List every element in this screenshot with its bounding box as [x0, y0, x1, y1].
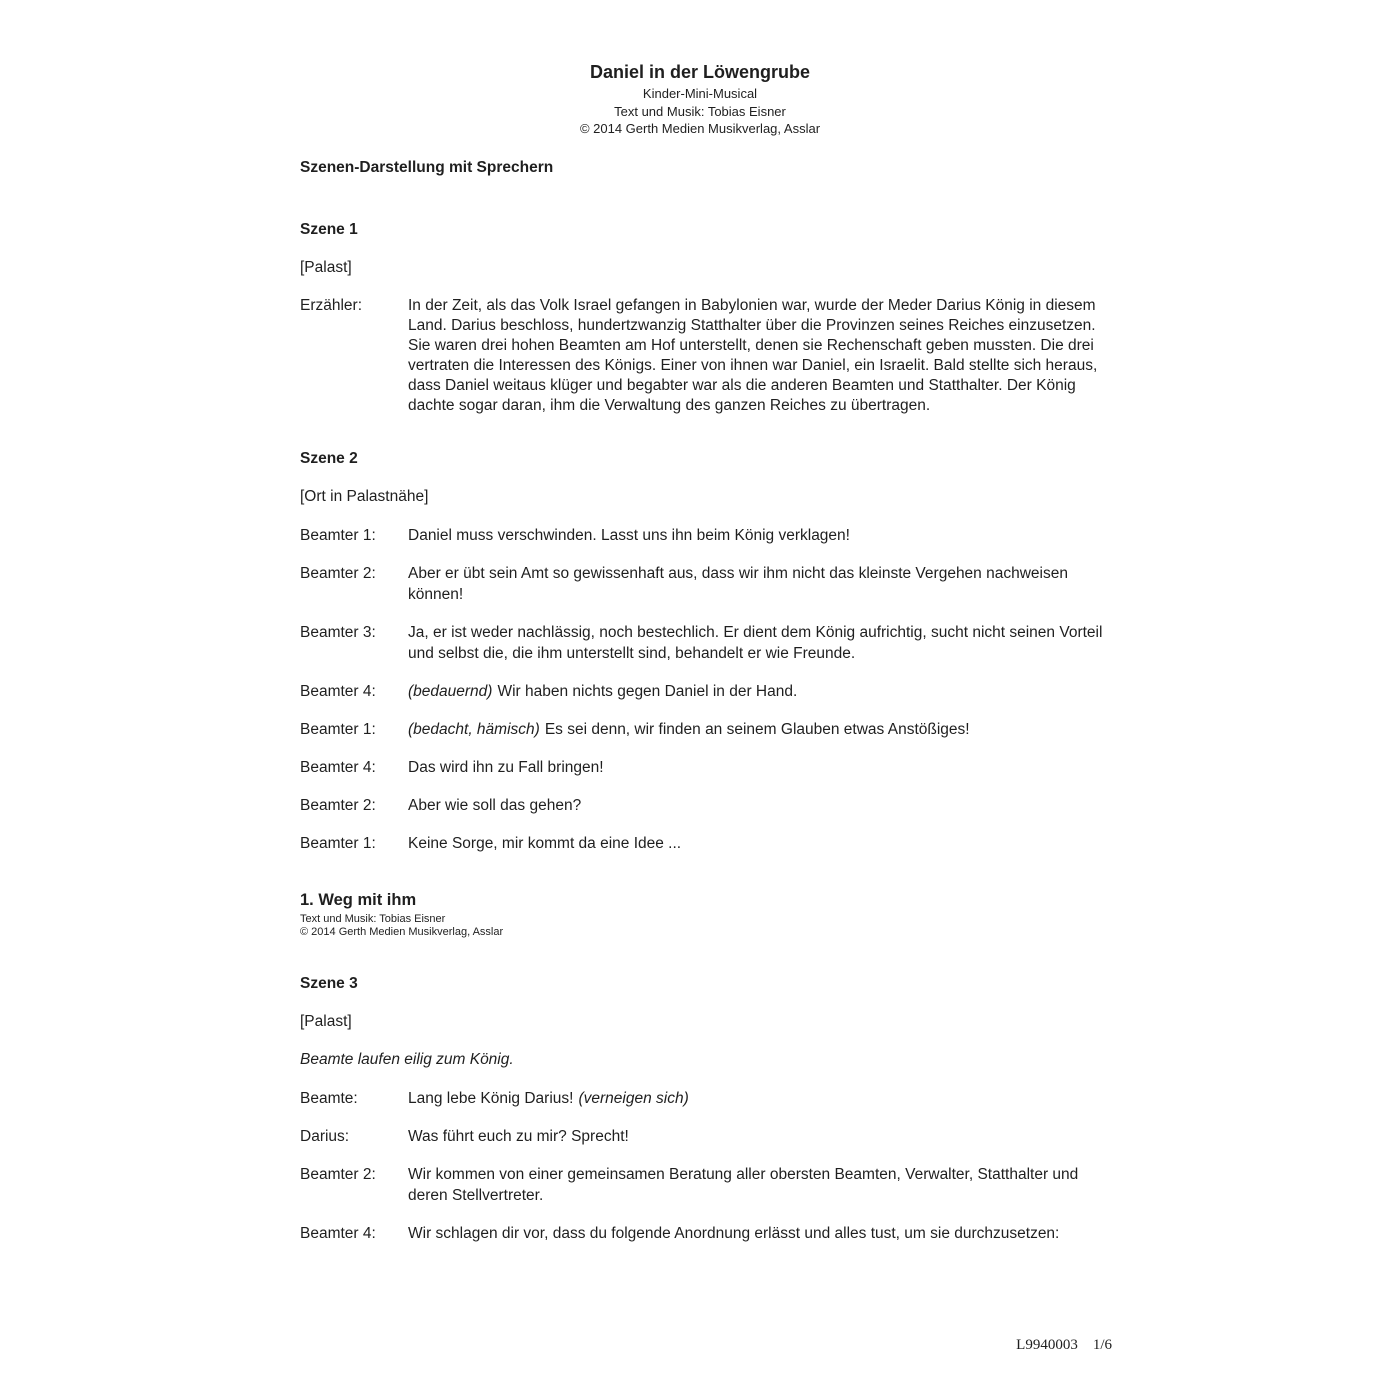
speaker-label: Beamter 3:: [300, 624, 376, 641]
dialogue-text-main: Es sei denn, wir finden an seinem Glauben etwas Anstößiges!: [544, 721, 970, 738]
dialogue-row: [300, 757, 1110, 778]
musical-credit: Text und Musik: Tobias Eisner: [614, 103, 786, 119]
narrator-text: In der Zeit, als das Volk Israel gefangen in Babylonien war, wurde der Meder Darius König in diesem Land. Darius beschloss, hundertzwanzig Statthalter über die Provinzen seines Reiches einzusetzen. Sie waren drei hohen Beamten am Hof unterstellt, denen sie Rechenschaft geben mussten. Die drei vertraten die Interessen des Königs. Einer von ihnen war Daniel, ein Israelit. Bald stellte sich heraus, dass Daniel weitaus klüger und begabter war als die anderen Beamten und Statthalter. Der König dachte sogar daran, ihm die Verwaltung des ganzen Reiches zu übertragen.: [408, 297, 1098, 414]
speaker-label: Beamter 2:: [300, 797, 376, 814]
dialogue-text: Aber wie soll das gehen?: [408, 797, 582, 814]
dialogue-row: [300, 1223, 1110, 1244]
song-title-block: [300, 890, 1110, 939]
page-header: [0, 62, 1400, 138]
dialogue-row: [300, 719, 1110, 740]
footer-page-number: 1/6: [1092, 1337, 1112, 1353]
page-footer: [0, 1337, 1112, 1354]
song-title: 1. Weg mit ihm: [300, 891, 417, 909]
speaker-label: Beamter 1:: [300, 527, 376, 544]
scene-2-setting: [Ort in Palastnähe]: [300, 488, 429, 505]
speaker-label: Beamter 4:: [300, 1225, 376, 1242]
scene-1-setting: [Palast]: [300, 259, 352, 276]
dialogue-text: [408, 681, 1110, 702]
dialogue-text-main: Lang lebe König Darius!: [408, 1090, 574, 1107]
scene-3-heading: Szene 3: [300, 975, 358, 992]
dialogue-text: [408, 719, 1110, 740]
scene-1-heading: Szene 1: [300, 221, 358, 238]
stage-direction-inline: (bedauernd): [408, 683, 493, 700]
speaker-label: Beamte:: [300, 1090, 358, 1107]
dialogue-row: [300, 795, 1110, 816]
song-copyright: © 2014 Gerth Medien Musikverlag, Asslar: [300, 926, 504, 938]
dialogue-row: [300, 296, 1110, 416]
dialogue-text: [408, 1088, 1110, 1109]
musical-title: Daniel in der Löwengrube: [589, 62, 811, 82]
speaker-label: Beamter 2:: [300, 565, 376, 582]
speaker-label: Beamter 1:: [300, 835, 376, 852]
dialogue-row: [300, 622, 1110, 664]
scene-1-section: [300, 220, 1110, 416]
dialogue-text: Wir schlagen dir vor, dass du folgende Anordnung erlässt und alles tust, um sie durchzusetzen:: [408, 1225, 1060, 1242]
dialogue-row: [300, 563, 1110, 605]
dialogue-text: Aber er übt sein Amt so gewissenhaft aus, dass wir ihm nicht das kleinste Vergehen nachweisen können!: [408, 565, 1068, 603]
dialogue-text: Ja, er ist weder nachlässig, noch bestechlich. Er dient dem König aufrichtig, sucht nicht seinen Vorteil und selbst die, die ihm unterstellt sind, behandelt er wie Freunde.: [408, 624, 1103, 662]
speaker-label: Beamter 2:: [300, 1166, 376, 1183]
speaker-label: Beamter 4:: [300, 683, 376, 700]
dialogue-row: [300, 681, 1110, 702]
dialogue-text: Daniel muss verschwinden. Lasst uns ihn beim König verklagen!: [408, 527, 850, 544]
dialogue-text: Wir kommen von einer gemeinsamen Beratung aller obersten Beamten, Verwalter, Statthalter und deren Stellvertreter.: [408, 1166, 1079, 1204]
musical-subtitle: Kinder-Mini-Musical: [642, 86, 758, 101]
scene-2-section: [300, 449, 1110, 854]
footer-code: L9940003: [1016, 1337, 1078, 1353]
musical-copyright: © 2014 Gerth Medien Musikverlag, Asslar: [579, 121, 821, 136]
document-heading: Szenen-Darstellung mit Sprechern: [300, 159, 554, 176]
stage-direction-inline: (bedacht, hämisch): [408, 721, 540, 738]
dialogue-row: [300, 1164, 1110, 1206]
scene-2-heading: Szene 2: [300, 450, 358, 467]
scene-3-section: [300, 974, 1110, 1244]
dialogue-text-main: Wir haben nichts gegen Daniel in der Hand.: [497, 683, 798, 700]
scene-3-setting: [Palast]: [300, 1013, 352, 1030]
speaker-label: Beamter 1:: [300, 721, 376, 738]
script-body: [300, 158, 1110, 1261]
speaker-label: Erzähler:: [300, 297, 363, 314]
dialogue-row: [300, 1088, 1110, 1109]
speaker-label: Darius:: [300, 1128, 350, 1145]
dialogue-text: Das wird ihn zu Fall bringen!: [408, 759, 604, 776]
stage-direction-inline: (verneigen sich): [578, 1090, 689, 1107]
dialogue-row: [300, 1126, 1110, 1147]
dialogue-row: [300, 833, 1110, 854]
dialogue-text: Keine Sorge, mir kommt da eine Idee ...: [408, 835, 682, 852]
dialogue-text: Was führt euch zu mir? Sprecht!: [408, 1128, 629, 1145]
song-credit: Text und Musik: Tobias Eisner: [300, 913, 446, 925]
speaker-label: Beamter 4:: [300, 759, 376, 776]
stage-direction: Beamte laufen eilig zum König.: [300, 1051, 514, 1068]
dialogue-row: [300, 525, 1110, 546]
